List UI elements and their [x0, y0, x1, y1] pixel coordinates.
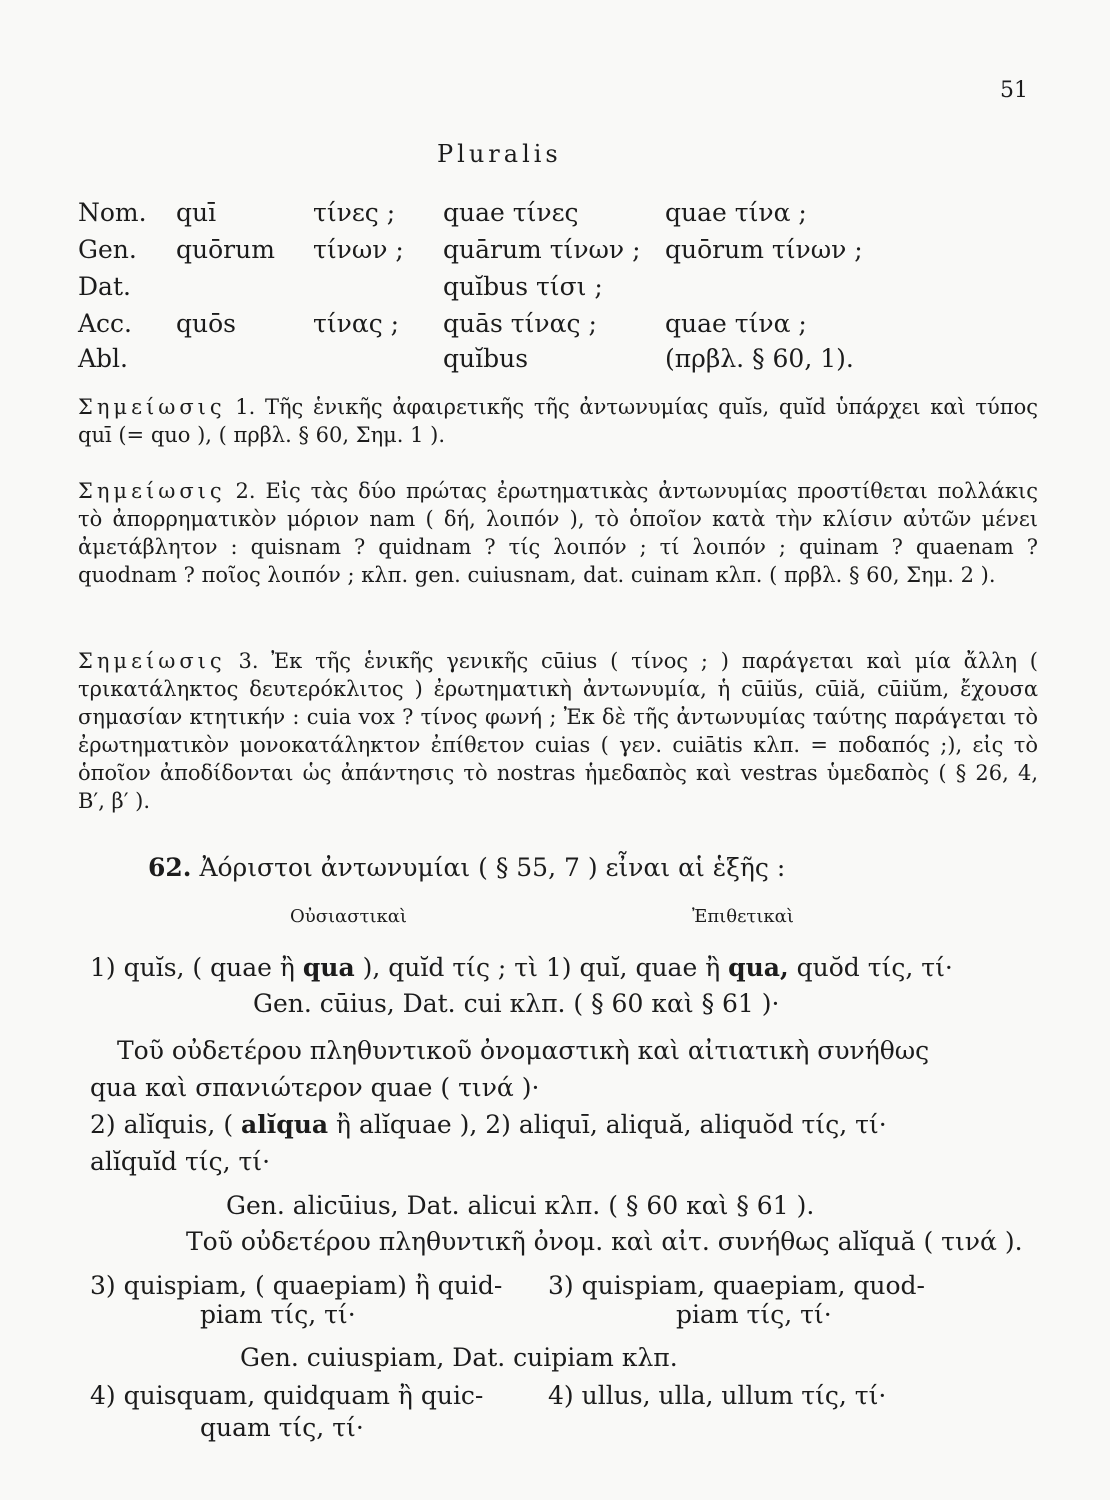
line-11: Gen. cuiuspiam, Dat. cuipiam κλπ. — [240, 1343, 678, 1372]
line-2: Gen. cūius, Dat. cui κλπ. ( § 60 καὶ § 61 )· — [253, 989, 780, 1018]
form-neut: quōrum τίνων ; — [665, 235, 863, 264]
page-number: 51 — [1000, 78, 1028, 103]
line-7: Gen. alicūius, Dat. alicui κλπ. ( § 60 καὶ § 61 ). — [226, 1191, 815, 1220]
form-fem: quae τίνες — [443, 198, 579, 227]
form-neut: quae τίνα ; — [665, 198, 807, 227]
line-3: Τοῦ οὐδετέρου πληθυντικοῦ ὀνομαστικὴ καὶ αἰτιατικὴ συνήθως — [117, 1036, 930, 1065]
line-text: ἢ alĭquae ), 2) aliquī, aliquă, aliquŏd τίς, τί· — [328, 1110, 887, 1139]
note-1 — [78, 393, 1038, 449]
case-label: Nom. — [78, 198, 147, 227]
line-10-left: piam τίς, τί· — [200, 1300, 356, 1329]
note-2 — [78, 477, 1038, 589]
note-text: 1. Τῆς ἑνικῆς ἀφαιρετικῆς τῆς ἀντωνυμίας quĭs, quĭd ὑπάρχει καὶ τύπος quī (= quo ), ( πρβλ. § 60, Σημ. 1 ). — [78, 395, 1038, 447]
column-label-substantives: Οὐσιαστικαὶ — [290, 906, 407, 927]
form-masc: quī — [176, 198, 217, 227]
section-title-line — [148, 850, 785, 886]
form-fem: quĭbus τίσι ; — [443, 272, 603, 301]
case-label: Abl. — [78, 344, 128, 373]
line-12-left: 4) quisquam, quidquam ἢ quic- — [90, 1381, 484, 1410]
line-text: quŏd τίς, τί· — [788, 953, 953, 982]
greek-masc: τίνες ; — [313, 198, 396, 227]
form-neut: quae τίνα ; — [665, 309, 807, 338]
section-heading: Pluralis — [437, 140, 562, 168]
case-label: Gen. — [78, 235, 137, 264]
note-text: 2. Εἰς τὰς δύο πρώτας ἐρωτηματικὰς ἀντωνυμίας προστίθεται πολλάκις τὸ ἀπορρηματικὸν μόριον nam ( δή, λοιπόν ), τὸ ὁποῖον κατὰ τὴν κλίσιν αὐτῶν μένει ἀμετάβλητον : quisnam ? quidnam ? τίς λοιπόν ; τί λοιπόν ; quinam ? quaenam ? quodnam ? ποῖος λοιπόν ; κλπ. gen. cuiusnam, dat. cuinam κλπ. ( πρβλ. § 60, Σημ. 2 ). — [78, 479, 1038, 587]
greek-masc: τίνων ; — [313, 235, 404, 264]
note-label: Σημείωσις — [78, 395, 226, 419]
form-masc: quōs — [176, 309, 236, 338]
line-12-right: 4) ullus, ulla, ullum τίς, τί· — [548, 1381, 887, 1410]
case-label: Acc. — [78, 309, 133, 338]
column-label-adjectives: Ἐπιθετικαὶ — [692, 906, 794, 927]
section-title: Ἀόριστοι ἀντωνυμίαι ( § 55, 7 ) εἶναι αἱ ἑξῆς : — [199, 853, 786, 882]
line-8: Τοῦ οὐδετέρου πληθυντικῆ ὀνομ. καὶ αἰτ. συνήθως alĭquă ( τινά ). — [186, 1227, 1023, 1256]
line-4: qua καὶ σπανιώτερον quae ( τινά )· — [90, 1073, 540, 1102]
section-number: 62. — [148, 853, 192, 882]
note-label: Σημείωσις — [78, 479, 226, 503]
form-fem: quĭbus — [443, 344, 529, 373]
line-5 — [90, 1107, 887, 1143]
line-9-left: 3) quispiam, ( quaepiam) ἢ quid- — [90, 1271, 503, 1300]
bold-form: alĭqua — [241, 1110, 329, 1139]
form-fem: quārum τίνων ; — [443, 235, 641, 264]
line-text: ), quĭd τίς ; τὶ 1) quĭ, quae ἢ — [354, 953, 729, 982]
bold-form: qua — [302, 953, 355, 982]
case-label: Dat. — [78, 272, 131, 301]
line-text: 1) quĭs, ( quae ἢ — [90, 953, 303, 982]
note-3 — [78, 647, 1038, 815]
form-neut: (πρβλ. § 60, 1). — [665, 344, 854, 373]
note-label: Σημείωσις — [78, 649, 226, 673]
line-1 — [90, 950, 953, 986]
form-masc: quōrum — [176, 235, 275, 264]
note-text: 3. Ἐκ τῆς ἑνικῆς γενικῆς cūius ( τίνος ; ) παράγεται καὶ μία ἄλλη ( τρικατάληκτος δευτερόκλιτος ) ἐρωτηματικὴ ἀντωνυμία, ἡ cūiŭs, cūiă, cūiŭm, ἔχουσα σημασίαν κτητικήν : cuia vox ? τίνος φωνή ; Ἐκ δὲ τῆς ἀντωνυμίας ταύτης παράγεται τὸ ἐρωτηματικὸν μονοκατάληκτον ἐπίθετον cuias ( γεν. cuiātis κλπ. = ποδαπός ;), εἰς τὸ ὁποῖον ἀποδίδονται ὡς ἀπάντησις τὸ nostras ἡμεδαπὸς καὶ vestras ὑμεδαπὸς ( § 26, 4, Β′, β′ ). — [78, 649, 1039, 813]
line-6: alĭquĭd τίς, τί· — [90, 1147, 271, 1176]
greek-masc: τίνας ; — [313, 309, 400, 338]
line-13: quam τίς, τί· — [200, 1413, 364, 1442]
form-fem: quās τίνας ; — [443, 309, 597, 338]
line-9-right: 3) quispiam, quaepiam, quod- — [548, 1271, 925, 1300]
line-10-right: piam τίς, τί· — [676, 1300, 832, 1329]
bold-form: qua, — [728, 953, 789, 982]
line-text: 2) alĭquis, ( — [90, 1110, 242, 1139]
